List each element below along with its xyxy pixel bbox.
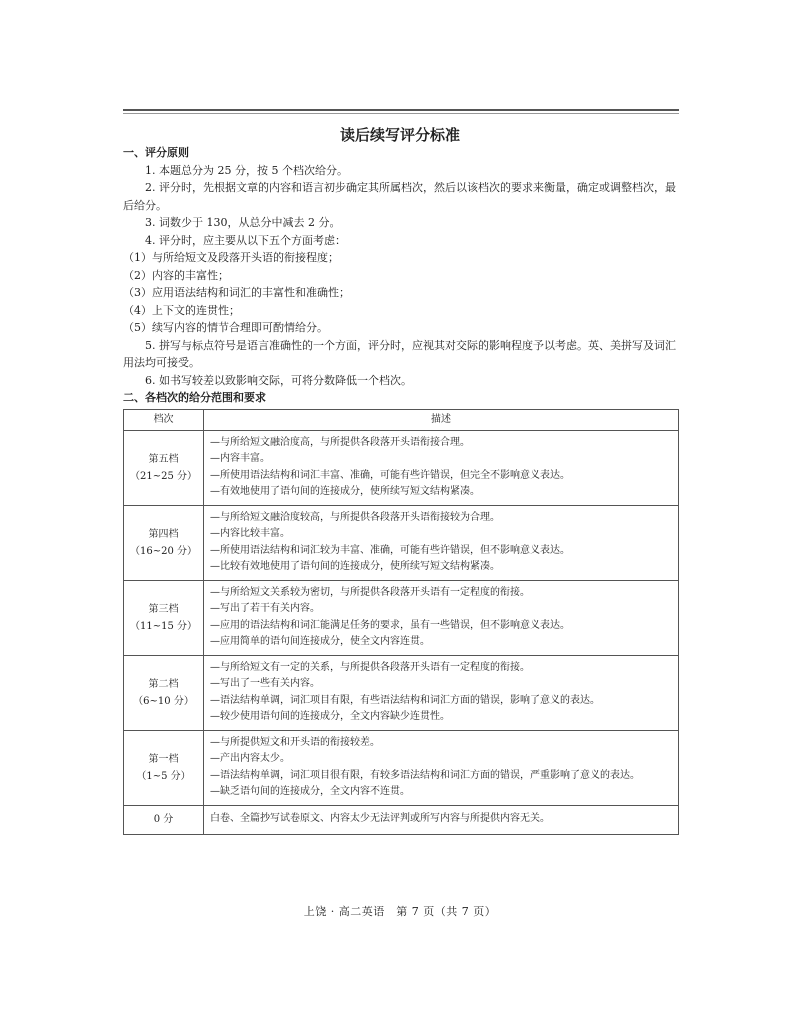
page-footer: 上饶 · 高二英语 第 7 页（共 7 页） — [303, 905, 497, 918]
level-range: （11~15 分） — [129, 620, 197, 632]
consideration-3: （3）应用语法结构和词汇的丰富性和准确性； — [123, 286, 350, 299]
level-cell — [124, 430, 204, 505]
consideration-5: （5）续写内容的情节合理即可酌情给分。 — [123, 321, 328, 334]
description-cell — [204, 505, 679, 580]
level-label: 第二档 — [148, 678, 179, 690]
description-line: —较少使用语句间的连接成分，全文内容缺少连贯性。 — [210, 711, 450, 722]
document-body — [123, 144, 683, 835]
consideration-4: （4）上下文的连贯性； — [123, 303, 240, 317]
table-row — [124, 505, 679, 580]
section-heading-principles: 一、评分原则 — [123, 146, 189, 159]
level-label: 第三档 — [148, 603, 179, 615]
level-cell — [124, 505, 204, 580]
principle-4: 4. 评分时，应主要从以下五个方面考虑： — [145, 233, 346, 247]
page-title: 读后续写评分标准 — [339, 126, 460, 144]
description-line: —所使用语法结构和词汇丰富、准确，可能有些许错误，但完全不影响意义表达。 — [210, 469, 570, 481]
level-label: 第一档 — [148, 753, 179, 765]
description-cell — [204, 655, 679, 730]
description-line: —有效地使用了语句间的连接成分，使所续写短文结构紧凑。 — [210, 486, 480, 497]
principle-2: 2. 评分时，先根据文章的内容和语言初步确定其所属档次，然后以该档次的要求来衡量，确定或调整档次，最后给分。 — [123, 181, 676, 212]
level-label: 第四档 — [148, 528, 179, 540]
description-line: —与所给短文融洽度高，与所提供各段落开头语衔接合理。 — [210, 436, 470, 448]
consideration-1: （1）与所给短文及段落开头语的衔接程度； — [123, 251, 339, 264]
table-row-zero — [124, 805, 679, 834]
description-cell — [204, 580, 679, 655]
scoring-table — [123, 409, 679, 835]
description-line: —内容丰富。 — [210, 453, 270, 464]
section-heading-levels: 二、各档次的给分范围和要求 — [123, 391, 266, 404]
description-line: —缺乏语句间的连接成分，全文内容不连贯。 — [210, 786, 410, 797]
principle-3: 3. 词数少于 130，从总分中减去 2 分。 — [145, 216, 341, 229]
description-line: —内容比较丰富。 — [210, 528, 290, 539]
description-line: —写出了一些有关内容。 — [210, 678, 320, 689]
description-line: —所使用语法结构和词汇较为丰富、准确，可能有些许错误，但不影响意义表达。 — [210, 544, 570, 556]
description-line: —应用的语法结构和词汇能满足任务的要求，虽有一些错误，但不影响意义表达。 — [210, 619, 570, 631]
description-cell: 白卷、全篇抄写试卷原文、内容太少无法评判或所写内容与所提供内容无关。 — [204, 805, 679, 834]
description-line: —与所提供短文和开头语的衔接较差。 — [210, 736, 380, 748]
level-range: （16~20 分） — [129, 545, 197, 557]
level-cell: 0 分 — [124, 805, 204, 834]
level-label: 第五档 — [148, 453, 179, 465]
description-line: —语法结构单调，词汇项目有限，有些语法结构和词汇方面的错误，影响了意义的表达。 — [210, 694, 600, 706]
description-line: —与所给短文融洽度较高，与所提供各段落开头语衔接较为合理。 — [210, 511, 500, 523]
description-line: —应用简单的语句间连接成分，使全文内容连贯。 — [210, 636, 430, 647]
level-cell — [124, 580, 204, 655]
top-rule — [123, 109, 679, 114]
table-row — [124, 430, 679, 505]
table-header-row — [124, 409, 679, 430]
consideration-2: （2）内容的丰富性； — [123, 268, 229, 282]
description-line: —与所给短文有一定的关系，与所提供各段落开头语有一定程度的衔接。 — [210, 661, 530, 673]
description-cell — [204, 430, 679, 505]
description-line: —与所给短文关系较为密切，与所提供各段落开头语有一定程度的衔接。 — [210, 586, 530, 598]
principle-6: 6. 如书写较差以致影响交际，可将分数降低一个档次。 — [145, 373, 412, 387]
table-row — [124, 655, 679, 730]
level-cell — [124, 655, 204, 730]
principle-5: 5. 拼写与标点符号是语言准确性的一个方面，评分时，应视其对交际的影响程度予以考虑。英、美拼写及词汇用法均可接受。 — [123, 338, 676, 369]
table-row — [124, 580, 679, 655]
description-line: —产出内容太少。 — [210, 753, 290, 764]
description-line: —语法结构单调，词汇项目很有限，有较多语法结构和词汇方面的错误，严重影响了意义的表达。 — [210, 769, 640, 781]
header-level: 档次 — [124, 409, 204, 430]
description-line: —比较有效地使用了语句间的连接成分，使所续写短文结构紧凑。 — [210, 561, 500, 572]
principle-1: 1. 本题总分为 25 分，按 5 个档次给分。 — [145, 163, 348, 177]
table-row — [124, 730, 679, 805]
level-cell — [124, 730, 204, 805]
description-line: —写出了若干有关内容。 — [210, 603, 320, 614]
level-range: （6~10 分） — [133, 695, 194, 707]
header-description: 描述 — [204, 409, 679, 430]
level-range: （21~25 分） — [129, 470, 197, 482]
level-range: （1~5 分） — [136, 770, 191, 782]
description-cell — [204, 730, 679, 805]
